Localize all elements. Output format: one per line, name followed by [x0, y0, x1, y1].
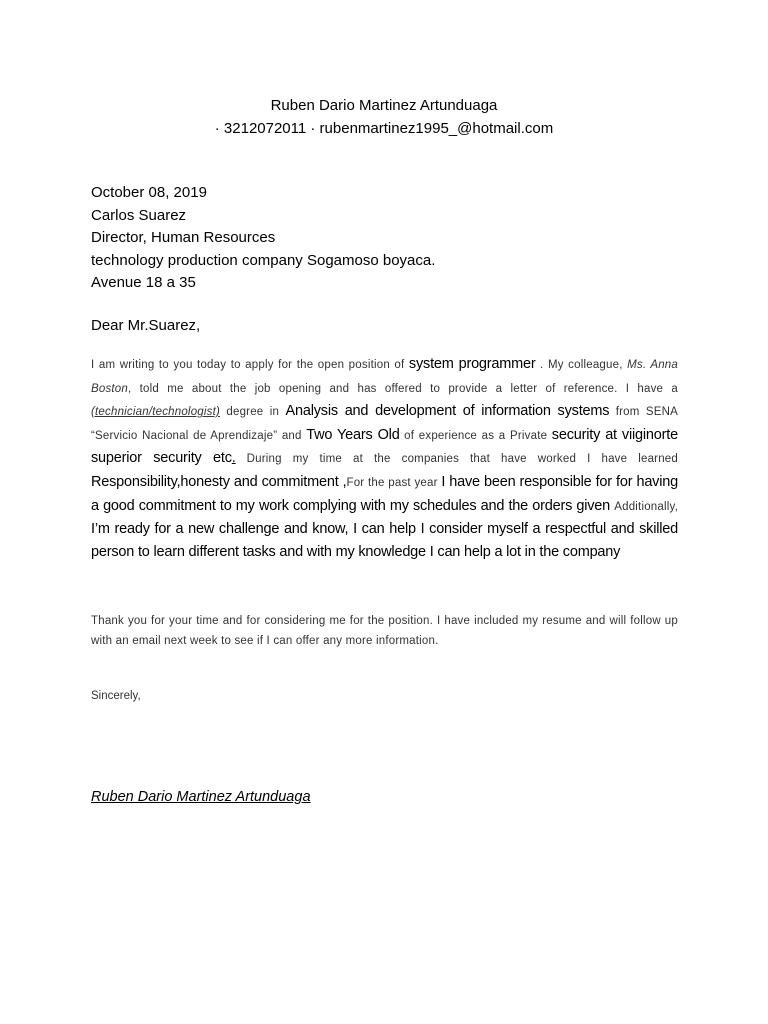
sender-contact: · 3212072011 · rubenmartinez1995_@hotmail.com: [214, 120, 554, 137]
recipient-block: [91, 182, 435, 295]
salutation: Dear Mr.Suarez,: [91, 317, 201, 334]
position-name: system programmer: [408, 356, 536, 372]
date-month: October: [91, 184, 145, 201]
body-paragraph: [91, 353, 678, 563]
degree-type: (technician/technologist): [91, 406, 221, 419]
body-text: .: [231, 450, 236, 467]
responsibility-statement: I have been responsible for for having a good commitment to my work complying with my schedules and the orders given: [91, 473, 678, 514]
recipient-title: Director, Human Resources: [91, 229, 276, 246]
recipient-address: Avenue 18 a 35: [91, 274, 196, 291]
letter-header: [0, 94, 768, 140]
degree-field: Analysis and development of information systems: [285, 403, 610, 420]
letter-date: [91, 182, 435, 205]
body-text: . My colleague,: [535, 359, 628, 371]
colleague-name: Ms. Anna Boston: [91, 359, 678, 395]
signature-name: Ruben Dario Martinez Artunduaga: [91, 789, 311, 805]
body-text: I am writing to you today to apply for the open position of: [91, 359, 409, 371]
body-text: degree in: [220, 406, 286, 419]
recipient-company: technology production company Sogamoso boyaca.: [91, 251, 436, 269]
body-text: For the past year: [346, 476, 442, 489]
experience-role: security at viiginorte superior security etc: [91, 426, 678, 467]
body-text: During my time at the companies that have worked I have learned: [235, 453, 678, 466]
readiness-statement: I’m ready for a new challenge and know, I can help I consider myself a respectful and skilled person to learn different tasks and with my knowledge I can help a lot in the company: [91, 521, 678, 560]
recipient-name: Carlos Suarez: [91, 206, 187, 224]
body-text: from SENA “Servicio Nacional de Aprendizaje” and: [91, 406, 679, 442]
body-text: Additionally,: [614, 500, 678, 513]
body-text: , told me about the job opening and has offered to provide a letter of reference. I have a: [128, 382, 678, 395]
sign-off: Sincerely,: [91, 690, 141, 702]
experience-duration: Two Years Old: [306, 426, 400, 443]
learned-values: Responsibility,honesty and commitment ,: [91, 473, 347, 490]
date-day-year: 08, 2019: [144, 184, 207, 201]
body-text: of experience as a Private: [399, 429, 552, 442]
sender-name: Ruben Dario Martinez Artunduaga: [270, 97, 498, 114]
closing-paragraph: Thank you for your time and for considering me for the position. I have included my resume and will follow up with an email next week to see if I can offer any more information.: [91, 615, 678, 647]
